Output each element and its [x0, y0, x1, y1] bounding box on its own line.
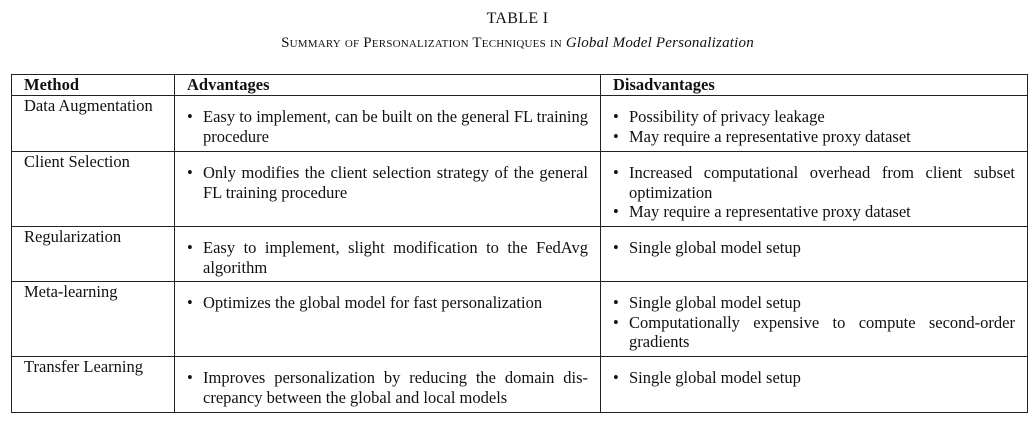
advantages-list [187, 96, 588, 146]
header-advantages: Advantages [175, 75, 601, 96]
header-row [12, 75, 1028, 96]
disadvantages-list [613, 282, 1015, 352]
advantages-list [187, 357, 588, 407]
disadvantages-cell [601, 152, 1028, 227]
method-cell: Meta-learning [12, 282, 175, 357]
disadvantages-list [613, 152, 1015, 222]
list-item: • May require a representative proxy dataset [613, 202, 1015, 222]
disadvantages-cell [601, 357, 1028, 413]
advantages-list [187, 227, 588, 277]
advantages-cell [175, 227, 601, 282]
table-row [12, 96, 1028, 152]
disadvantages-list [613, 357, 1015, 388]
list-item: • Single global model setup [613, 238, 1015, 258]
disadvantages-cell [601, 96, 1028, 152]
disadvantages-cell [601, 282, 1028, 357]
caption-emphasis: Global Model Personalization [565, 35, 754, 51]
header-method: Method [12, 75, 175, 96]
list-item: • Possibility of privacy leakage [613, 107, 1015, 127]
advantages-list [187, 152, 588, 202]
advantages-cell [175, 96, 601, 152]
method-cell: Data Augmentation [12, 96, 175, 152]
list-item: • Optimizes the global model for fast personalization [187, 293, 588, 313]
table-row [12, 227, 1028, 282]
header-disadvantages: Disadvantages [601, 75, 1028, 96]
list-item: • May require a representative proxy dataset [613, 127, 1015, 147]
list-item: • Easy to implement, can be built on the general FL training procedure [187, 107, 588, 146]
table-label: TABLE I [486, 10, 549, 27]
disadvantages-list [613, 227, 1015, 258]
list-item: • Computationally expensive to compute second-order gradients [613, 313, 1015, 352]
list-item: • Single global model setup [613, 293, 1015, 313]
summary-table [11, 74, 1028, 413]
list-item: • Only modifies the client selection strategy of the general FL training procedure [187, 163, 588, 202]
list-item: • Easy to implement, slight modification to the FedAvg algorithm [187, 238, 588, 277]
table-row [12, 282, 1028, 357]
table-row [12, 152, 1028, 227]
method-cell: Regularization [12, 227, 175, 282]
table-caption [0, 35, 1035, 52]
list-item: • Single global model setup [613, 368, 1015, 388]
list-item: • Improves personalization by reducing the domain discrepancy between the global and local models [187, 368, 588, 407]
method-cell: Transfer Learning [12, 357, 175, 413]
advantages-cell [175, 152, 601, 227]
advantages-cell [175, 282, 601, 357]
table-row [12, 357, 1028, 413]
method-cell: Client Selection [12, 152, 175, 227]
caption-text: Summary of Personalization Techniques in [281, 35, 566, 51]
disadvantages-list [613, 96, 1015, 146]
advantages-cell [175, 357, 601, 413]
list-item: • Increased computational overhead from client subset optimization [613, 163, 1015, 202]
advantages-list [187, 282, 588, 313]
disadvantages-cell [601, 227, 1028, 282]
